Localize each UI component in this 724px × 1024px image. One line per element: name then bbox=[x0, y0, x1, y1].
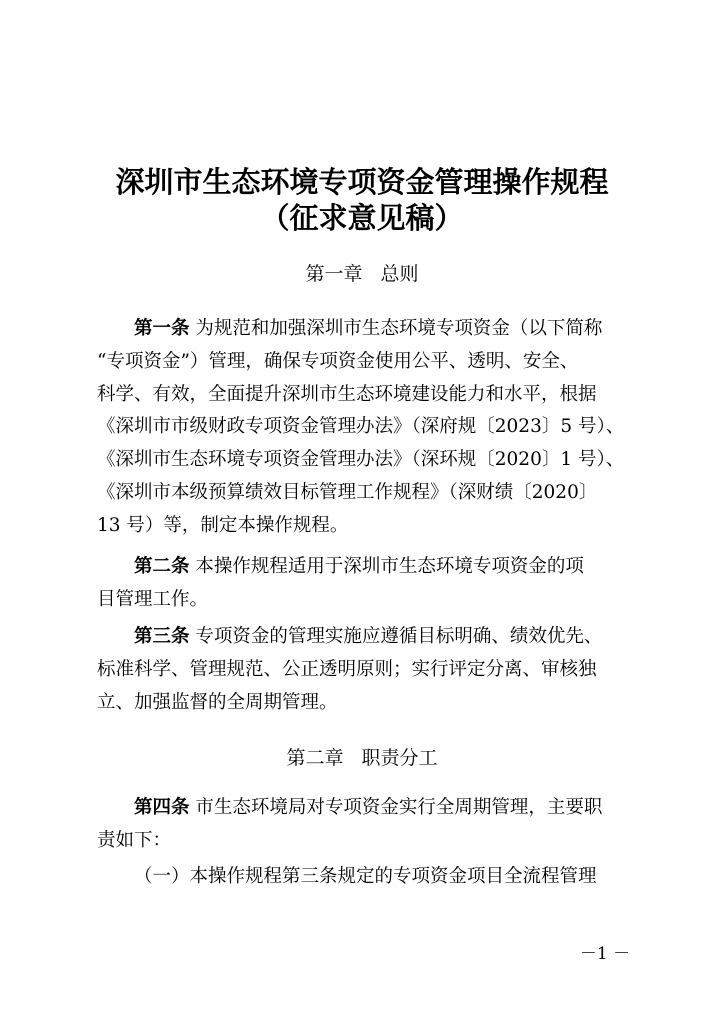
article-label: 第二条 bbox=[134, 556, 190, 577]
article-label: 第三条 bbox=[134, 626, 190, 647]
document-title: 深圳市生态环境专项资金管理操作规程 bbox=[115, 165, 609, 199]
chapter-number: 第二章 bbox=[286, 747, 344, 769]
article-text-line: 本操作规程适用于深圳市生态环境专项资金的项 bbox=[195, 556, 584, 577]
article-3 bbox=[97, 621, 631, 719]
article-text-line: 《深圳市生态环境专项资金管理办法》（深环规〔2020〕1 号）、 bbox=[97, 449, 625, 471]
chapter-name: 总则 bbox=[380, 263, 419, 285]
article-4 bbox=[97, 792, 631, 858]
article-text-line: 为规范和加强深圳市生态环境专项资金（以下简称 bbox=[195, 318, 603, 339]
article-label: 第一条 bbox=[134, 318, 190, 339]
article-text-line: 《深圳市本级预算绩效目标管理工作规程》（深财绩〔2020〕 bbox=[97, 481, 598, 503]
article-text-line: 13 号）等，制定本操作规程。 bbox=[97, 514, 349, 536]
article-text-line: 市生态环境局对专项资金实行全周期管理，主要职 bbox=[195, 797, 603, 818]
article-text-line: 《深圳市市级财政专项资金管理办法》（深府规〔2023〕5 号）、 bbox=[97, 416, 625, 438]
article-text-line: 专项资金的管理实施应遵循目标明确、绩效优先、 bbox=[195, 626, 603, 647]
page-number: －1 － bbox=[579, 944, 631, 964]
article-text-line: 目管理工作。 bbox=[97, 588, 209, 610]
article-text-line: 标准科学、管理规范、公正透明原则；实行评定分离、审核独 bbox=[97, 658, 597, 680]
article-label: 第四条 bbox=[134, 797, 190, 818]
article-text-line: 立、加强监督的全周期管理。 bbox=[97, 691, 338, 713]
article-text-line: “专项资金”）管理，确保专项资金使用公平、透明、安全、 bbox=[97, 350, 579, 372]
chapter-heading-2 bbox=[0, 744, 724, 772]
article-text-line: 责如下： bbox=[97, 829, 172, 851]
chapter-name: 职责分工 bbox=[361, 747, 438, 769]
article-1 bbox=[97, 313, 631, 543]
list-item-text: （一）本操作规程第三条规定的专项资金项目全流程管理 bbox=[134, 866, 597, 887]
article-text-line: 科学、有效，全面提升深圳市生态环境建设能力和水平，根据 bbox=[97, 383, 597, 405]
document-subtitle: （征求意见稿） bbox=[260, 201, 464, 235]
chapter-heading-1 bbox=[0, 260, 724, 288]
chapter-number: 第一章 bbox=[305, 263, 363, 285]
list-item-1 bbox=[97, 861, 631, 894]
article-2 bbox=[97, 551, 631, 617]
